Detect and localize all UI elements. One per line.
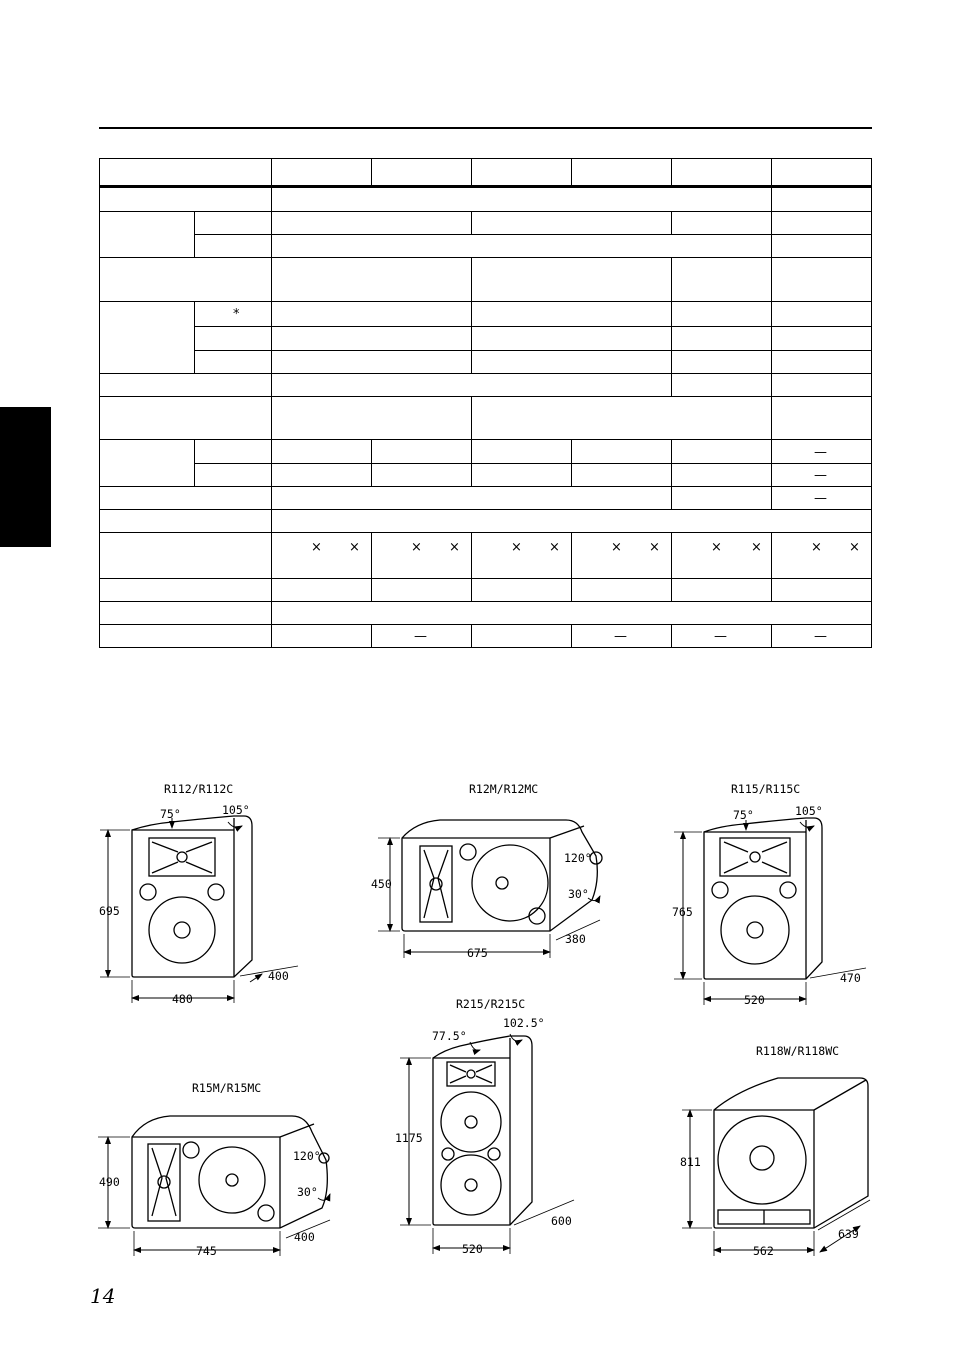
angle-label: 77.5° <box>432 1029 467 1043</box>
table-dash: — <box>614 629 627 644</box>
figure-title: R115/R115C <box>731 782 801 796</box>
angle-label: 105° <box>795 804 823 818</box>
figure-r215-labels <box>395 997 572 1256</box>
angle-label: 105° <box>222 803 250 817</box>
angle-label: 120° <box>564 851 592 865</box>
width-label: 520 <box>744 993 765 1007</box>
table-dash: — <box>814 629 827 644</box>
depth-label: 470 <box>840 971 861 985</box>
table-times: × <box>411 540 422 555</box>
figure-title: R118W/R118WC <box>756 1044 840 1058</box>
depth-label: 400 <box>294 1230 315 1244</box>
table-times: × <box>611 540 622 555</box>
height-label: 765 <box>672 905 693 919</box>
table-times: × <box>549 540 560 555</box>
figure-r115-labels <box>672 782 861 1007</box>
angle-label: 102.5° <box>503 1016 545 1030</box>
angle-label: 75° <box>160 807 181 821</box>
width-label: 562 <box>753 1244 774 1258</box>
height-label: 490 <box>99 1175 120 1189</box>
figure-r118w-labels <box>680 1044 859 1258</box>
angle-label: 120° <box>293 1149 321 1163</box>
table-dash: — <box>714 629 727 644</box>
table-times: × <box>311 540 322 555</box>
table-times: × <box>711 540 722 555</box>
table-times: × <box>849 540 860 555</box>
figure-r215 <box>400 1034 574 1254</box>
table-dash: — <box>814 445 827 460</box>
figure-title: R12M/R12MC <box>469 782 539 796</box>
table-times: × <box>511 540 522 555</box>
width-label: 675 <box>467 946 488 960</box>
angle-label: 30° <box>297 1185 318 1199</box>
figure-title: R215/R215C <box>456 997 526 1011</box>
height-label: 450 <box>371 877 392 891</box>
height-label: 1175 <box>395 1131 423 1145</box>
table-asterisk: * <box>233 307 240 322</box>
depth-label: 380 <box>565 932 586 946</box>
width-label: 520 <box>462 1242 483 1256</box>
table-times: × <box>349 540 360 555</box>
width-label: 480 <box>172 992 193 1006</box>
figure-r12m-labels <box>371 782 592 960</box>
table-dash: — <box>414 629 427 644</box>
width-label: 745 <box>196 1244 217 1258</box>
page-number: 14 <box>90 1284 116 1308</box>
angle-label: 30° <box>568 887 589 901</box>
height-label: 695 <box>99 904 120 918</box>
depth-label: 639 <box>838 1227 859 1241</box>
depth-label: 600 <box>551 1214 572 1228</box>
table-times: × <box>649 540 660 555</box>
table-times: × <box>751 540 762 555</box>
depth-label: 400 <box>268 969 289 983</box>
angle-label: 75° <box>733 808 754 822</box>
figure-title: R15M/R15MC <box>192 1081 262 1095</box>
table-times: × <box>449 540 460 555</box>
table-dash: — <box>814 491 827 506</box>
table-times: × <box>811 540 822 555</box>
height-label: 811 <box>680 1155 701 1169</box>
table-dash: — <box>814 468 827 483</box>
figure-r115 <box>674 818 866 1005</box>
figure-title: R112/R112C <box>164 782 234 796</box>
